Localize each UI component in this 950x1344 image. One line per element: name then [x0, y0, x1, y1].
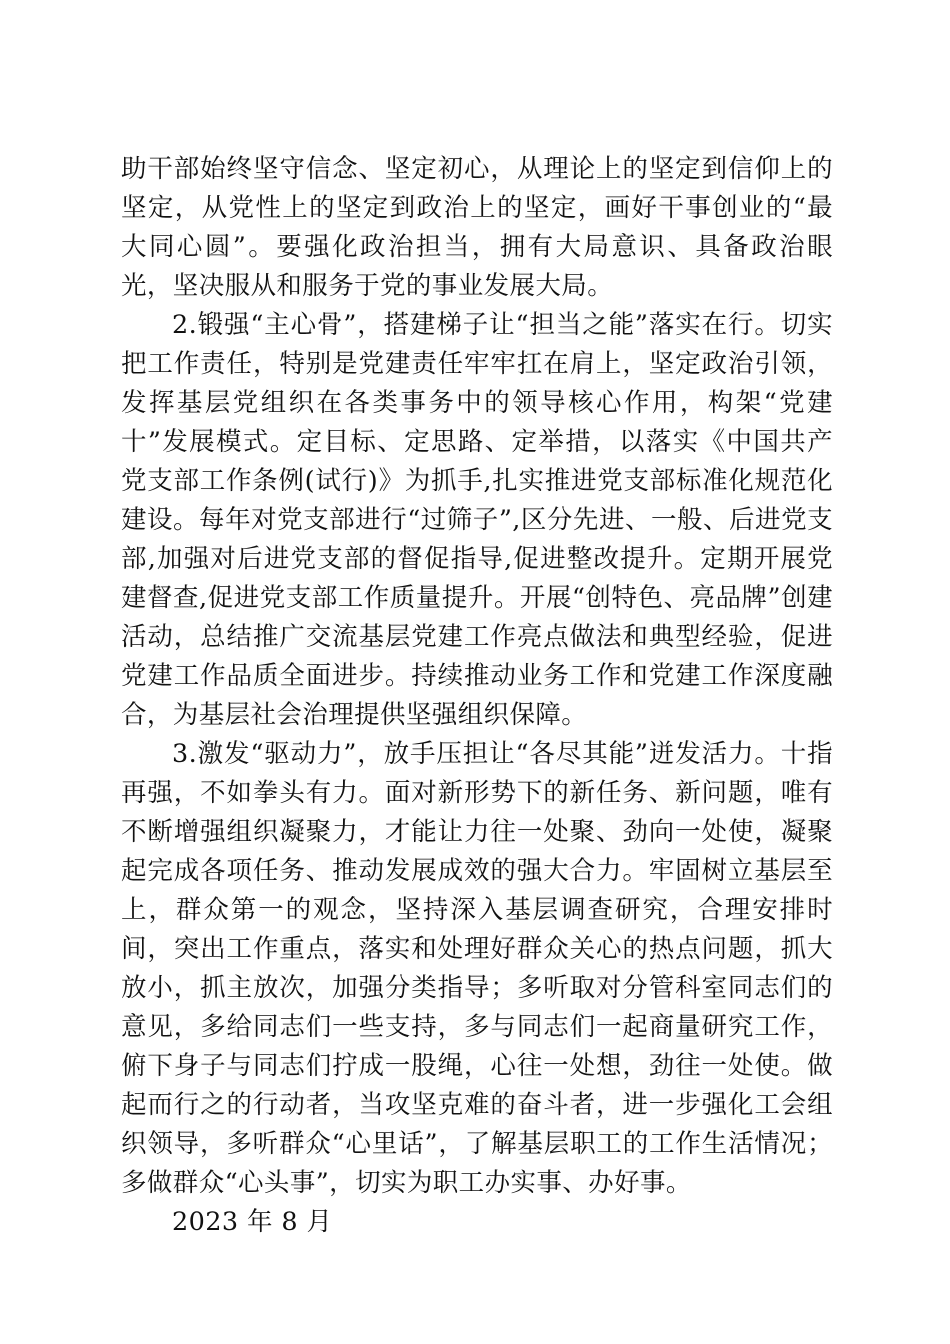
paragraph-2: 2.锻强“主心骨”，搭建梯子让“担当之能”落实在行。切实把工作责任，特别是党建责任牢牢扛在肩上，坚定政治引领，发挥基层党组织在各类事务中的领导核心作用，构架“党建十”发展模式。定目标、定思路、定举措，以落实《中国共产党支部工作条例(试行)》为抓手,扎实推进党支部标准化规范化建设。每年对党支部进行“过筛子”,区分先进、一般、后进党支部,加强对后进党支部的督促指导,促进整改提升。定期开展党建督查,促进党支部工作质量提升。开展“创特色、亮品牌”创建活动，总结推广交流基层党建工作亮点做法和典型经验，促进党建工作品质全面进步。持续推动业务工作和党建工作深度融合，为基层社会治理提供坚强组织保障。: [121, 310, 833, 730]
document-date: 2023 年 8 月: [172, 1207, 333, 1237]
paragraph-3: 3.激发“驱动力”，放手压担让“各尽其能”迸发活力。十指再强，不如拳头有力。面对新形势下的新任务、新问题，唯有不断增强组织凝聚力，才能让力往一处聚、劲向一处使，凝聚起完成各项任务、推动发展成效的强大合力。牢固树立基层至上，群众第一的观念，坚持深入基层调查研究，合理安排时间，突出工作重点，落实和处理好群众关心的热点问题，抓大放小，抓主放次，加强分类指导；多听取对分管科室同志们的意见，多给同志们一些支持，多与同志们一起商量研究工作，俯下身子与同志们拧成一股绳，心往一处想，劲往一处使。做起而行之的行动者，当攻坚克难的奋斗者，进一步强化工会组织领导，多听群众“心里话”，了解基层职工的工作生活情况；多做群众“心头事”，切实为职工办实事、办好事。: [121, 739, 833, 1198]
document-body: [121, 150, 833, 1242]
paragraph-1: 助干部始终坚守信念、坚定初心，从理论上的坚定到信仰上的坚定，从党性上的坚定到政治上的坚定，画好干事创业的“最大同心圆”。要强化政治担当，拥有大局意识、具备政治眼光，坚决服从和服务于党的事业发展大局。: [121, 154, 833, 301]
